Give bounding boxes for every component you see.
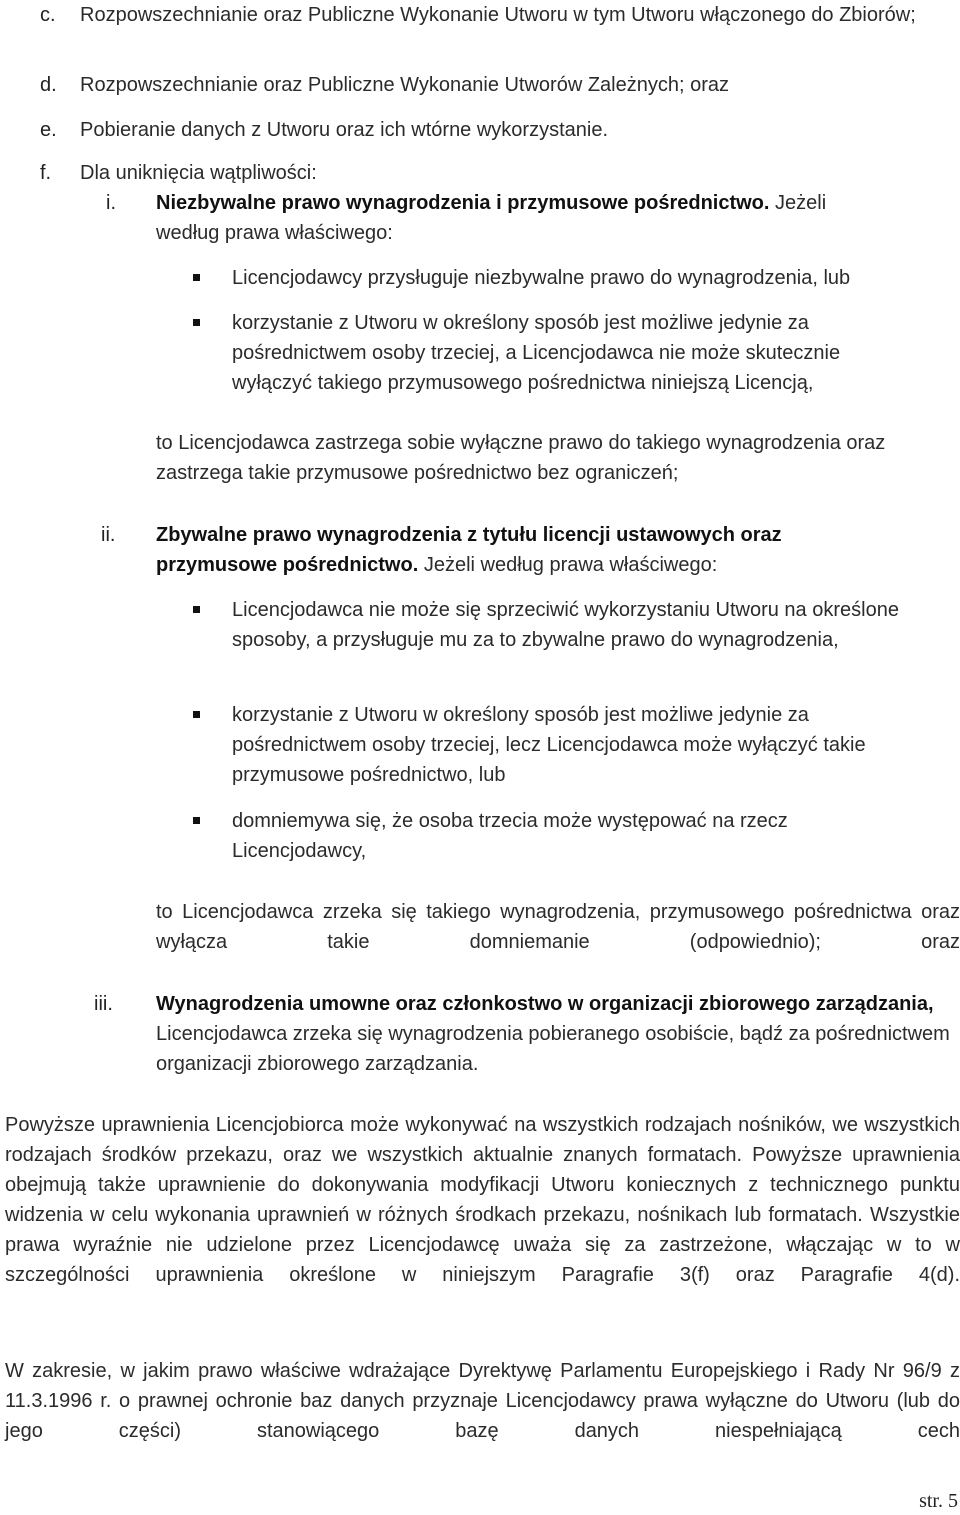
sub-ii-bullet-3: domniemywa się, że osoba trzecia może występować na rzecz Licencjodawcy,: [232, 810, 788, 862]
sub-iii-text: Licencjodawca zrzeka się wynagrodzenia pobieranego osobiście, bądź za pośrednictwem organizacji zbiorowego zarządzania.: [156, 1023, 950, 1075]
list-label-d: d.: [40, 74, 57, 96]
sub-iii-heading: Wynagrodzenia umowne oraz członkostwo w organizacji zbiorowego zarządzania,: [156, 993, 934, 1015]
bullet-square-icon: [193, 711, 200, 718]
list-label-e: e.: [40, 119, 57, 141]
sub-label-i: i.: [106, 192, 116, 214]
bullet-square-icon: [193, 319, 200, 326]
list-label-c: c.: [40, 4, 56, 26]
sub-item-iii: [156, 989, 956, 1079]
sub-i-conclusion: to Licencjodawca zastrzega sobie wyłączne prawo do takiego wynagrodzenia oraz zastrzega takie przymusowe pośrednictwo bez ograniczeń;: [156, 432, 886, 484]
list-item-f: Dla uniknięcia wątpliwości:: [80, 162, 317, 184]
sub-item-i: [156, 188, 886, 248]
sub-ii-intro: Jeżeli według prawa właściwego:: [423, 554, 718, 576]
bullet-square-icon: [193, 274, 200, 281]
sub-ii-conclusion: to Licencjodawca zrzeka się takiego wynagrodzenia, przymusowego pośrednictwa oraz wyłącza takie domniemanie (odpowiednio); oraz: [156, 901, 960, 953]
paragraph-rights: Powyższe uprawnienia Licencjobiorca może wykonywać na wszystkich rodzajach nośników, we wszystkich rodzajach środków przekazu, oraz we wszystkich aktualnie znanych formatach. Powyższe uprawnienia obejmują także uprawnienie do dokonywania modyfikacji Utworu koniecznych z technicznego punktu widzenia w celu wykonania uprawnień w różnych środkach przekazu, nośnikach lub formatach. Wszystkie prawa wyraźnie nie udzielone przez Licencjodawcę uważa się za zastrzeżone, włączając w to w szczególności uprawnienia określone w niniejszym Paragrafie 3(f) oraz Paragrafie 4(d).: [5, 1114, 960, 1286]
sub-label-iii: iii.: [94, 993, 113, 1015]
sub-item-ii: [156, 520, 866, 580]
sub-i-bullet-2: korzystanie z Utworu w określony sposób jest możliwe jedynie za pośrednictwem osoby trzeciej, a Licencjodawca nie może skutecznie wyłączyć takiego przymusowego pośrednictwa niniejszą Licencją,: [232, 312, 841, 394]
sub-ii-heading: Zbywalne prawo wynagrodzenia z tytułu licencji ustawowych oraz przymusowe pośrednictwo.: [156, 524, 782, 576]
sub-ii-bullet-1: Licencjodawca nie może się sprzeciwić wykorzystaniu Utworu na określone sposoby, a przysługuje mu za to zbywalne prawo do wynagrodzenia,: [232, 599, 899, 651]
list-item-e: Pobieranie danych z Utworu oraz ich wtórne wykorzystanie.: [80, 119, 609, 141]
list-item-c: Rozpowszechnianie oraz Publiczne Wykonanie Utworu w tym Utworu włączonego do Zbiorów;: [80, 4, 916, 26]
bullet-square-icon: [193, 606, 200, 613]
sub-label-ii: ii.: [101, 524, 116, 546]
paragraph-database: W zakresie, w jakim prawo właściwe wdrażające Dyrektywę Parlamentu Europejskiego i Rady Nr 96/9 z 11.3.1996 r. o prawnej ochronie baz danych przyznaje Licencjodawcy prawa wyłączne do Utworu (lub do jego części) stanowiącego bazę danych niespełniającą cech: [5, 1360, 960, 1442]
bullet-square-icon: [193, 817, 200, 824]
sub-i-heading: Niezbywalne prawo wynagrodzenia i przymusowe pośrednictwo.: [156, 192, 770, 214]
sub-ii-bullet-2: korzystanie z Utworu w określony sposób jest możliwe jedynie za pośrednictwem osoby trzeciej, lecz Licencjodawca może wyłączyć takie przymusowe pośrednictwo, lub: [232, 704, 866, 786]
page-number: str. 5: [919, 1490, 958, 1512]
list-item-d: Rozpowszechnianie oraz Publiczne Wykonanie Utworów Zależnych; oraz: [80, 74, 730, 96]
sub-i-bullet-1: Licencjodawcy przysługuje niezbywalne prawo do wynagrodzenia, lub: [232, 267, 851, 289]
sub-i-intro: Jeżeli według prawa właściwego:: [156, 192, 827, 244]
list-label-f: f.: [40, 162, 52, 184]
